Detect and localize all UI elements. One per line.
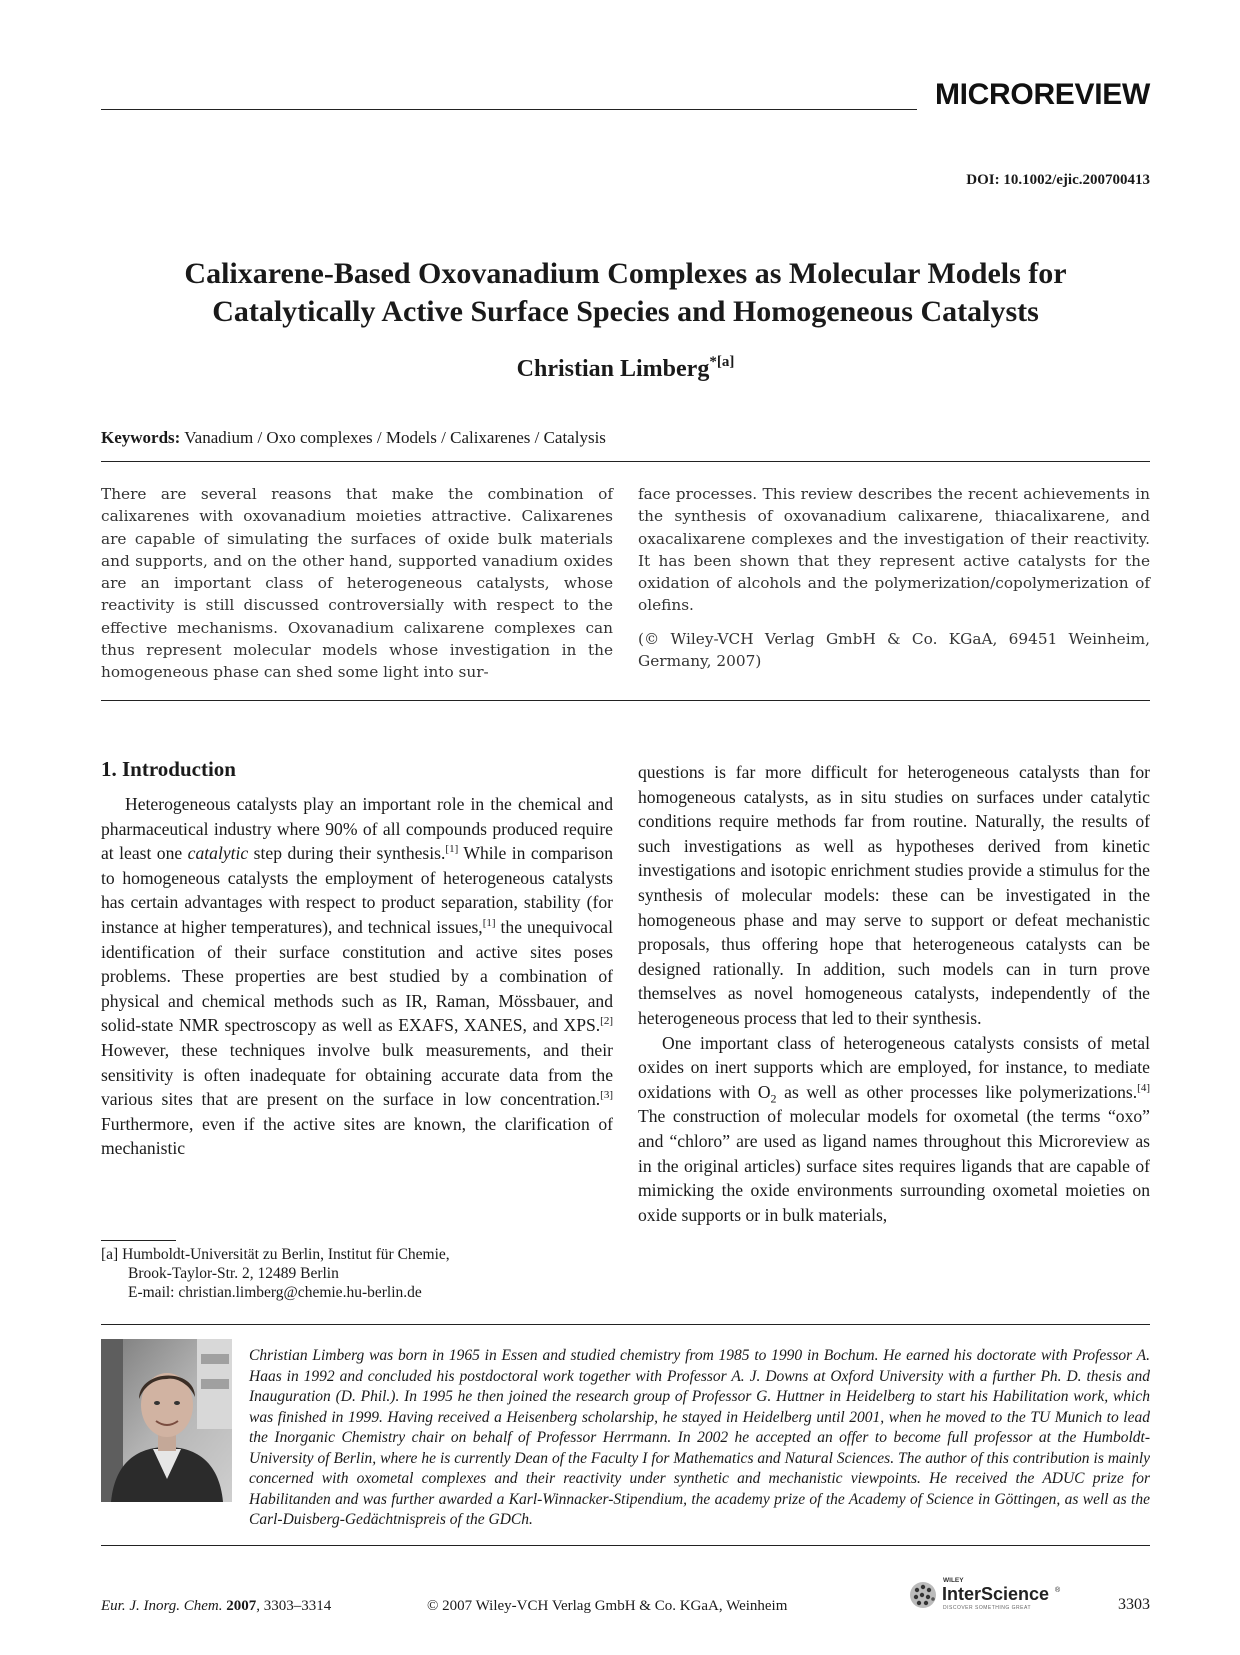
footnote-text: Humboldt-Universität zu Berlin, Institut für Chemie, (122, 1246, 450, 1263)
title-line: Calixarene-Based Oxovanadium Complexes as Molecular Models for (184, 257, 1067, 290)
text-run: The construction of molecular models for oxometal (the terms “oxo” and “chloro” are used as ligand names throughout this Microreview as in the original articles) surface sites requires ligands that are capable of mimicking the oxide environments surrounding oxometal moieties on oxide supports or in bulk materials, (638, 1106, 1150, 1225)
logo-top-text: WILEY (943, 1577, 964, 1584)
citation-ref[interactable]: [3] (600, 1089, 613, 1102)
abstract-left-column (101, 483, 613, 684)
article-title (101, 255, 1150, 331)
footnote-rule (101, 1240, 176, 1241)
logo-main-text: InterScience (942, 1584, 1050, 1604)
body-left-column (101, 792, 613, 1161)
author-line (101, 356, 1150, 383)
section-heading: 1. Introduction (101, 757, 236, 781)
keywords-rule (101, 461, 1150, 462)
author-name[interactable]: Christian Limberg (516, 356, 710, 382)
text-run: Heterogeneous catalysts play an important role in the chemical and pharmaceutical industry where 90% of all compounds produced require at least one (101, 794, 613, 864)
journal-name: Eur. J. Inorg. Chem. (101, 1598, 223, 1614)
footnote-mark: [a] (101, 1246, 119, 1263)
paragraph: questions is far more difficult for heterogeneous catalysts than for homogeneous catalysts, as in situ studies on surfaces under catalytic conditions require methods far from routine. Naturally, the results of such investigations as well as hypotheses derived from kinetic investigations and isotopic enrichment studies provide a stimulus for the synthesis of molecular models: these can be investigated in the homogeneous phase and may serve to support or defeat mechanistic proposals, thus offering hope that heterogeneous catalysts can be designed rationally. In addition, such models can in turn prove themselves as novel homogeneous catalysts, independently of the heterogeneous process that led to their synthesis. (638, 762, 1150, 1028)
emphasis: catalytic (187, 843, 249, 864)
abstract-text: There are several reasons that make the combination of calixarenes with oxovanadium moieties attractive. Calixarenes are capable of simulating the surfaces of oxide bulk materials and supports, and on the other hand, supported vanadium oxides are an important class of heterogeneous catalysts, whose reactivity is still discussed controversially with respect to the effective mechanisms. Oxovanadium calixarene complexes can thus represent molecular models whose investigation in the homogeneous phase can shed some light into sur- (101, 485, 613, 682)
text-run: While in comparison to homogeneous catalysts the employment of heterogeneous catalysts has certain advantages with respect to product separation, stability (for instance at higher temperatures), and technical issues, (101, 843, 613, 937)
abstract-rule (101, 700, 1150, 701)
text-run: step during their synthesis. (248, 843, 446, 864)
author-photo (101, 1339, 232, 1502)
affiliation-footnote (101, 1245, 450, 1302)
doi-link[interactable]: DOI: 10.1002/ejic.200700413 (966, 172, 1150, 188)
footer-copyright: © 2007 Wiley-VCH Verlag GmbH & Co. KGaA, Weinheim (427, 1598, 788, 1614)
text-run: as well as other processes like polymerizations. (776, 1081, 1138, 1102)
logo-tagline: DISCOVER SOMETHING GREAT (943, 1605, 1032, 1611)
subscript: 2 (770, 1091, 777, 1106)
text-run: One important class of heterogeneous catalysts consists of metal oxides on inert supports which are employed, for instance, to mediate oxidations with O (638, 1032, 1150, 1102)
text-run: However, these techniques involve bulk measurements, and their sensitivity is often inadequate for obtaining accurate data from the various sites that are present on the surface in low concentration. (101, 1039, 613, 1110)
text-run: Furthermore, even if the active sites are known, the clarification of mechanistic (101, 1113, 613, 1159)
citation-ref[interactable]: [2] (600, 1015, 613, 1028)
author-biography: Christian Limberg was born in 1965 in Essen and studied chemistry from 1985 to 1990 in Bochum. He earned his doctorate with Professor A. Haas in 1992 and concluded his postdoctoral work together with Professor A. J. Downs at Oxford University with a further Ph. D. thesis and Inauguration (D. Phil.). In 1995 he then joined the research group of Professor G. Huttner in Heidelberg to start his Habilitation work, which was finished in 1999. Having received a Heisenberg scholarship, he stayed in Heidelberg until 2001, when he moved to the TU Munich to lead the Inorganic Chemistry chair on behalf of Professor Herrmann. In 2002 he accepted an offer to become full professor at the Humboldt-University of Berlin, where he is currently Dean of the Faculty I for Mathematics and Natural Sciences. The author of this contribution is mainly concerned with oxometal complexes and their reactivity under synthetic and mechanistic viewpoints. He received the ADUC prize for Habilitanden and was further awarded a Karl-Winnacker-Stipendium, the academy prize of the Academy of Science in Göttingen, as well as the Carl-Duisberg-Gedächtnispreis of the GDCh. (249, 1347, 1150, 1528)
citation-ref[interactable]: [4] (1137, 1081, 1150, 1094)
abstract-text: face processes. This review describes the recent achievements in the synthesis of oxovanadium calixarene, thiacalixarene, and oxacalixarene complexes and the investigation of their reactivity. It has been shown that they represent active catalysts for the oxidation of alcohols and the polymerization/copolymerization of olefins. (638, 485, 1150, 615)
footnote-line: Brook-Taylor-Str. 2, 12489 Berlin (128, 1265, 339, 1282)
citation-ref[interactable]: [1] (445, 843, 459, 856)
journal-citation (101, 1598, 331, 1615)
keywords (101, 428, 606, 448)
bio-rule (101, 1545, 1150, 1546)
journal-year: 2007 (226, 1598, 257, 1614)
title-line: Catalytically Active Surface Species and Homogeneous Catalysts (212, 295, 1039, 328)
footnote-email[interactable]: E-mail: christian.limberg@chemie.hu-berlin.de (128, 1284, 422, 1301)
footnote-line (101, 1245, 450, 1264)
body-right-column (638, 760, 1150, 1227)
abstract-right-column (638, 483, 1150, 672)
abstract-copyright: (© Wiley-VCH Verlag GmbH & Co. KGaA, 69451 Weinheim, Germany, 2007) (638, 629, 1150, 671)
citation-ref[interactable]: [1] (482, 917, 496, 930)
interscience-logo[interactable] (906, 1573, 1078, 1613)
paragraph (638, 1031, 1150, 1228)
page-number: 3303 (1118, 1596, 1150, 1613)
logo-globe-icon (910, 1582, 936, 1608)
header-rule (101, 109, 917, 110)
keywords-label: Keywords: (101, 428, 181, 447)
paragraph (101, 792, 613, 1161)
author-affiliation-mark[interactable]: *[a] (709, 354, 735, 370)
text-run: the unequivocal identification of their surface constitution and active sites poses problems. These properties are best studied by a combination of physical and chemical methods such as IR, Raman, Mössbauer, and solid-state NMR spectroscopy as well as EXAFS, XANES, and XPS. (101, 916, 613, 1036)
journal-pages: , 3303–3314 (256, 1598, 332, 1614)
keywords-text: Vanadium / Oxo complexes / Models / Calixarenes / Catalysis (184, 428, 606, 447)
author-photo-image (101, 1339, 232, 1502)
bio-rule (101, 1324, 1150, 1325)
section-label: MICROREVIEW (934, 78, 1150, 111)
logo-registered-mark: ® (1055, 1587, 1061, 1594)
